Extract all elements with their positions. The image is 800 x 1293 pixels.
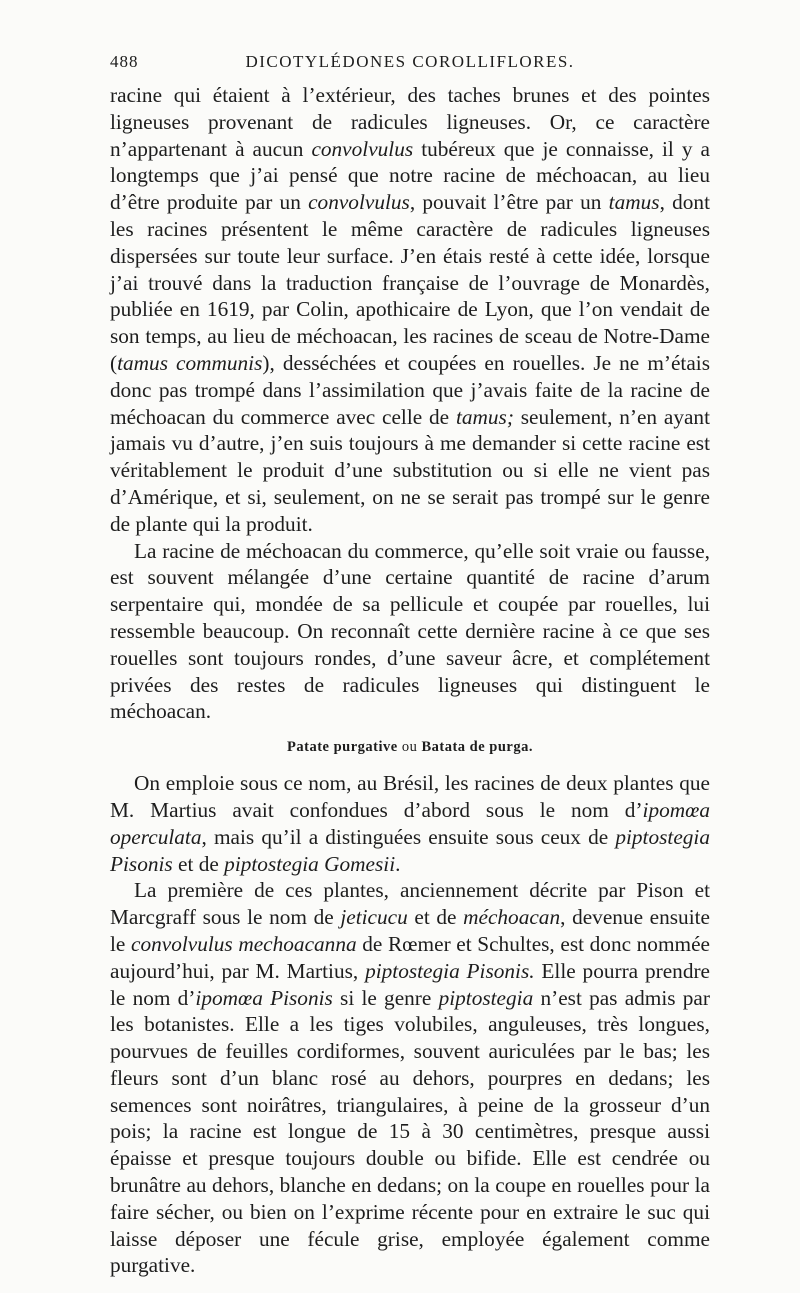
paragraph-mechoacan-origin: racine qui étaient à l’extérieur, des taches brunes et des pointes ligneuses provenant de radicules ligneuses. Or, ce caractère n’appartenant à aucun convolvulus tubéreux que je connaisse, il y a longtemps que j’ai pensé que notre racine de méchoacan, au lieu d’être produite par un convolvulus, pouvait l’être par un tamus, dont les racines présentent le même caractère de radicules ligneuses dispersées sur toute leur surface. J’en étais resté à cette idée, lorsque j’ai trouvé dans la traduction française de l’ouvrage de Monardès, publiée en 1619, par Colin, apothicaire de Lyon, que l’on vendait de son temps, au lieu de méchoacan, les racines de sceau de Notre-Dame (tamus communis), desséchées et coupées en rouelles. Je ne m’étais donc pas trompé dans l’assimilation que j’avais faite de la racine de méchoacan du commerce avec celle de tamus; seulement, n’en ayant jamais vu d’autre, j’en suis toujours à me demander si cette racine est véritablement le produit d’une substitution ou si elle ne vient pas d’Amérique, et si, seulement, on ne se serait pas trompé sur le genre de plante qui la produit.	[110, 83, 711, 536]
running-title: DICOTYLÉDONES COROLLIFLORES.	[245, 52, 575, 71]
book-page	[110, 52, 710, 1279]
paragraph-patate-intro: On emploie sous ce nom, au Brésil, les racines de deux plantes que M. Martius avait confondues d’abord sous le nom d’ipomœa operculata, mais qu’il a distinguées ensuite sous ceux de piptostegia Pisonis et de piptostegia Gomesii.	[110, 771, 710, 876]
paragraph-piptostegia-pisonis: La première de ces plantes, anciennement décrite par Pison et Marcgraff sous le nom de jeticucu et de méchoacan, devenue ensuite le convolvulus mechoacanna de Rœmer et Schultes, est donc nommée aujourd’hui, par M. Martius, piptostegia Pisonis. Elle pourra prendre le nom d’ipomœa Pisonis si le genre piptostegia n’est pas admis par les botanistes. Elle a les tiges volubiles, anguleuses, très longues, pourvues de feuilles cordiformes, souvent auriculées par le bas; les fleurs sont d’un blanc rosé au dehors, pourpres en dedans; les semences sont noirâtres, triangulaires, à peine de la grosseur d’un pois; la racine est longue de 15 à 30 centimètres, presque aussi épaisse et presque toujours double ou bifide. Elle est cendrée ou brunâtre au dehors, blanche en dedans; on la coupe en rouelles pour la faire sécher, ou bien on l’exprime récente pour en extraire le suc qui laisse déposer une fécule grise, employée également comme purgative.	[110, 878, 711, 1278]
page-number: 488	[110, 52, 139, 71]
page-header	[110, 52, 710, 82]
paragraph-mechoacan-adulteration: La racine de méchoacan du commerce, qu’elle soit vraie ou fausse, est souvent mélangée d’une certaine quantité de racine d’arum serpentaire qui, mondée de sa pellicule et coupée par rouelles, lui ressemble beaucoup. On reconnaît cette dernière racine à ce que ses rouelles sont toujours rondes, d’une saveur âcre, et complétement privées des restes de radicules ligneuses qui distinguent le méchoacan.	[110, 538, 710, 724]
section-heading: Patate purgative ou Batata de purga.	[287, 739, 533, 756]
